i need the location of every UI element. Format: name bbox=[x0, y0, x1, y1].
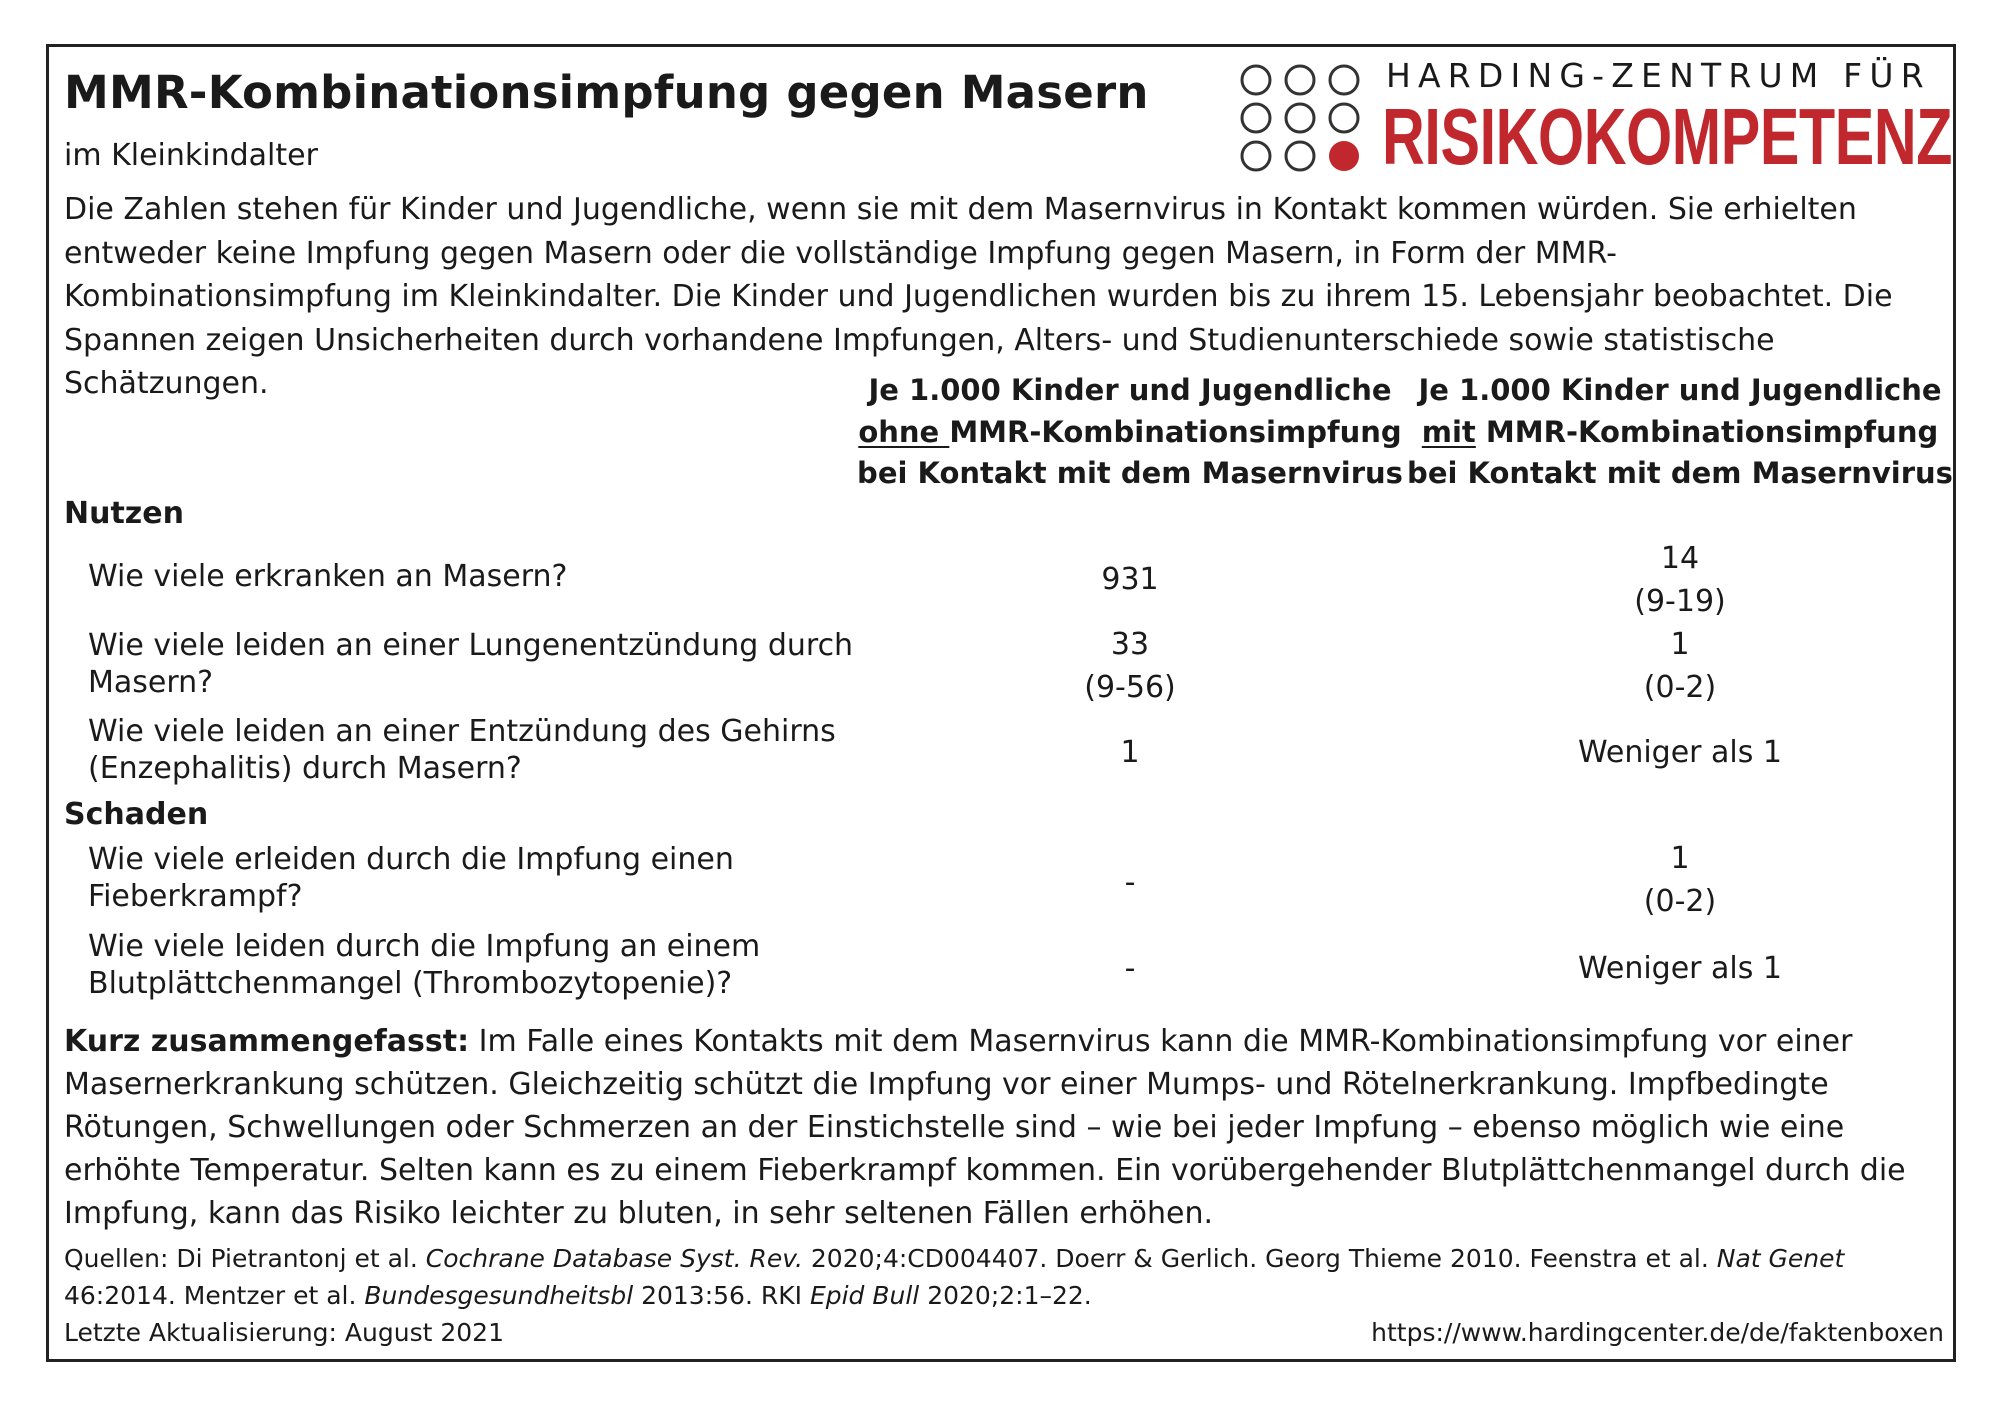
source-url-link[interactable]: https://www.hardingcenter.de/de/faktenboxen bbox=[1371, 1318, 1944, 1347]
summary-text: Kurz zusammengefasst: Im Falle eines Kontakts mit dem Masernvirus kann die MMR-Kombinationsimpfung vor einer Masernerkrankung schützen. Gleichzeitig schützt die Impfung vor einer Mumps- und Rötelnerkrankung. Impfbedingte Rötungen, Schwellungen oder Schmerzen an der Einstichstelle sind – wie bei jeder Impfung – ebenso möglich wie eine erhöhte Temperatur. Selten kann es zu einem Fieberkrampf kommen. Ein vorübergehender Blutplättchenmangel durch die Impfung, kann das Risiko leichter zu bluten, in sehr seltenen Fällen erhöhen. bbox=[64, 1024, 1906, 1231]
page-title: MMR-Kombinationsimpfung gegen Masern bbox=[64, 66, 1149, 119]
value-without: - bbox=[1124, 865, 1136, 900]
summary-label: Kurz zusammengefasst: bbox=[64, 1024, 470, 1059]
value-with: Weniger als 1 bbox=[1577, 735, 1783, 770]
column-header-with-underlined: mit bbox=[1421, 414, 1476, 449]
last-updated: Letzte Aktualisierung: August 2021 bbox=[64, 1318, 504, 1347]
logo-dots-icon bbox=[1238, 62, 1368, 174]
table-row-question: Wie viele erkranken an Masern? bbox=[88, 559, 568, 594]
logo-top-text: HARDING-ZENTRUM FÜR bbox=[1386, 56, 1931, 95]
value-with: 1 (0-2) bbox=[1643, 627, 1717, 705]
logo-main-text: RISIKOKOMPETENZ bbox=[1382, 92, 1953, 181]
value-without: 1 bbox=[1120, 735, 1140, 770]
column-header-without: Je 1.000 Kinder und Jugendliche ohne MMR-Kombinationsimpfung bei Kontakt mit dem Masernvirus bbox=[857, 373, 1403, 490]
table-row-question: Wie viele leiden an einer Lungenentzündung durch Masern? bbox=[88, 628, 854, 700]
column-header-without-underlined: ohne bbox=[858, 414, 950, 449]
table-row-question: Wie viele leiden an einer Entzündung des Gehirns (Enzephalitis) durch Masern? bbox=[88, 714, 836, 786]
table-row-question: Wie viele erleiden durch die Impfung einen Fieberkrampf? bbox=[88, 842, 734, 914]
column-header-with: Je 1.000 Kinder und Jugendliche mit MMR-Kombinationsimpfung bei Kontakt mit dem Masernvirus bbox=[1407, 373, 1953, 490]
harding-center-logo bbox=[1238, 56, 1953, 182]
section-benefit-label: Nutzen bbox=[64, 496, 184, 531]
value-without: 33 (9-56) bbox=[1084, 627, 1176, 705]
value-with: 1 (0-2) bbox=[1643, 841, 1717, 919]
section-harm-label: Schaden bbox=[64, 797, 209, 832]
sources-text: Quellen: Di Pietrantonj et al. Cochrane Database Syst. Rev. 2020;4:CD004407. Doerr & Gerlich. Georg Thieme 2010. Feenstra et al. Nat Genet 46:2014. Mentzer et al. Bundesgesundheitsbl 2013:56. RKI Epid Bull 2020;2:1–22. bbox=[64, 1244, 1845, 1310]
intro-text: Die Zahlen stehen für Kinder und Jugendliche, wenn sie mit dem Masernvirus in Kontakt kommen würden. Sie erhielten entweder keine Impfung gegen Masern oder die vollständige Impfung gegen Masern, in Form der MMR-Kombinationsimpfung im Kleinkindalter. Die Kinder und Jugendlichen wurden bis zu ihrem 15. Lebensjahr beobachtet. Die Spannen zeigen Unsicherheiten durch vorhandene Impfungen, Alters- und Studienunterschiede sowie statistische Schätzungen. bbox=[64, 192, 1893, 401]
table-row-question: Wie viele leiden durch die Impfung an einem Blutplättchenmangel (Thrombozytopenie)? bbox=[88, 929, 761, 1001]
value-with: Weniger als 1 bbox=[1577, 951, 1783, 986]
page-subtitle: im Kleinkindalter bbox=[64, 138, 318, 173]
value-without: 931 bbox=[1101, 562, 1159, 597]
value-without: - bbox=[1124, 951, 1136, 986]
value-with: 14 (9-19) bbox=[1634, 541, 1726, 619]
